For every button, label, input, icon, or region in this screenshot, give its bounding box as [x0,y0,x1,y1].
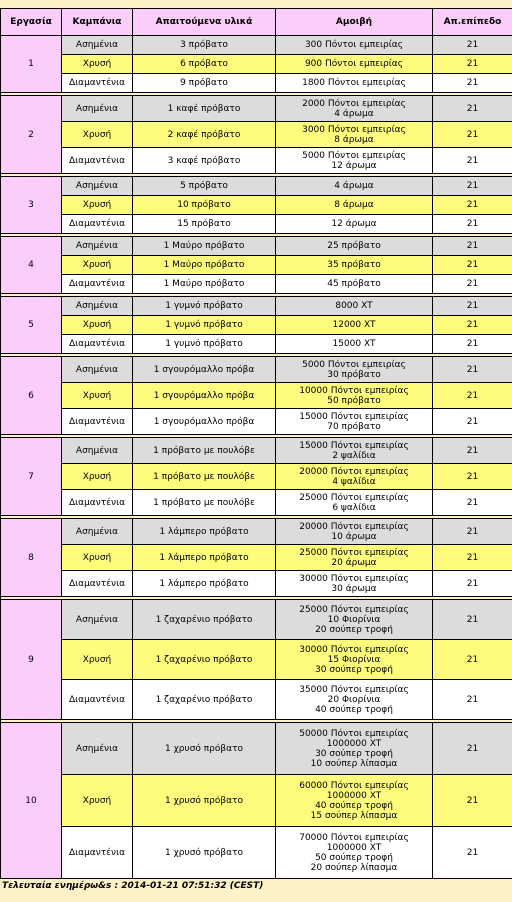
level-cell: 21 [433,96,512,122]
table-row [1,74,512,93]
table-row [1,55,512,74]
material-cell: 1 Μαύρο πρόβατο [133,275,276,294]
reward-cell [276,600,433,640]
campaign-cell: Χρυσή [62,464,133,490]
table-row [1,36,512,55]
reward-line: 10 άρωμα [331,531,377,542]
tasks-table [0,8,512,879]
reward-cell [276,148,433,174]
campaign-cell: Ασημένια [62,723,133,775]
reward-line: 12 άρωμα [331,219,377,229]
campaign-cell: Διαμαντένια [62,335,133,354]
table-row [1,177,512,196]
reward-line: 30 σούπερ τροφή [315,664,393,675]
reward-cell [276,55,433,74]
campaign-cell: Ασημένια [62,36,133,55]
reward-cell [276,256,433,275]
material-cell: 1 καφέ πρόβατο [133,96,276,122]
table-row [1,256,512,275]
reward-line: 4 ψαλίδια [332,476,376,487]
material-cell: 1 σγουρόμαλλο πρόβα [133,357,276,383]
table-row [1,96,512,122]
task-number: 5 [1,297,62,354]
reward-line: 70000 Πόντοι εμπειρίας [299,832,409,843]
reward-line: 8000 XT [335,301,373,311]
material-cell: 6 πρόβατο [133,55,276,74]
reward-line: 4 άρωμα [334,181,374,191]
task-number: 2 [1,96,62,174]
reward-line: 12 άρωμα [331,160,377,171]
material-cell: 1 πρόβατο με πουλόβε [133,464,276,490]
level-cell: 21 [433,409,512,435]
material-cell: 1 Μαύρο πρόβατο [133,256,276,275]
reward-cell [276,196,433,215]
level-cell: 21 [433,680,512,720]
reward-cell [276,275,433,294]
table-row [1,409,512,435]
reward-line: 50 σούπερ τροφή [315,852,393,863]
reward-line: 2000 Πόντοι εμπειρίας [302,98,406,109]
level-cell: 21 [433,775,512,827]
reward-line: 300 Πόντοι εμπειρίας [304,40,404,50]
task-number: 4 [1,237,62,294]
level-cell: 21 [433,464,512,490]
reward-cell [276,464,433,490]
material-cell: 1 Μαύρο πρόβατο [133,237,276,256]
reward-cell [276,316,433,335]
reward-line: 25000 Πόντοι εμπειρίας [299,547,409,558]
table-row [1,827,512,879]
reward-line: 40 σούπερ τροφή [315,704,393,715]
table-row [1,680,512,720]
material-cell: 1 χρυσό πρόβατο [133,827,276,879]
reward-line: 25000 Πόντοι εμπειρίας [299,604,409,615]
table-row [1,490,512,516]
table-row [1,640,512,680]
level-cell: 21 [433,177,512,196]
material-cell: 1 ζαχαρένιο πρόβατο [133,680,276,720]
campaign-cell: Ασημένια [62,177,133,196]
level-cell: 21 [433,36,512,55]
level-cell: 21 [433,827,512,879]
reward-cell [276,545,433,571]
material-cell: 1 ζαχαρένιο πρόβατο [133,600,276,640]
header-row [1,9,512,36]
table-row [1,519,512,545]
material-cell: 1 πρόβατο με πουλόβε [133,438,276,464]
reward-line: 5000 Πόντοι εμπειρίας [302,359,406,370]
material-cell: 2 καφέ πρόβατο [133,122,276,148]
level-cell: 21 [433,74,512,93]
level-cell: 21 [433,275,512,294]
reward-cell [276,409,433,435]
level-cell: 21 [433,438,512,464]
reward-line: 15000 Πόντοι εμπειρίας [299,440,409,451]
tasks-body [1,36,512,879]
table-row [1,464,512,490]
reward-line: 900 Πόντοι εμπειρίας [304,59,404,69]
reward-cell [276,96,433,122]
reward-line: 20000 Πόντοι εμπειρίας [299,466,409,477]
header-materials: Απαιτούμενα υλικά [133,9,276,36]
campaign-cell: Χρυσή [62,196,133,215]
reward-line: 30 άρωμα [331,583,377,594]
reward-line: 20 Φιορίνια [327,694,381,705]
campaign-cell: Χρυσή [62,640,133,680]
campaign-cell: Χρυσή [62,545,133,571]
reward-cell [276,680,433,720]
campaign-cell: Διαμαντένια [62,275,133,294]
campaign-cell: Χρυσή [62,775,133,827]
reward-line: 25 πρόβατο [327,241,381,251]
task-number: 10 [1,723,62,879]
reward-cell [276,571,433,597]
reward-cell [276,122,433,148]
reward-line: 45 πρόβατο [327,279,381,289]
reward-cell [276,335,433,354]
material-cell: 1 λάμπερο πρόβατο [133,545,276,571]
material-cell: 9 πρόβατο [133,74,276,93]
reward-line: 20 σούπερ λίπασμα [310,862,398,873]
table-row [1,297,512,316]
level-cell: 21 [433,196,512,215]
header-level: Απ.επίπεδο [433,9,512,36]
task-number: 7 [1,438,62,516]
reward-line: 20 άρωμα [331,557,377,568]
campaign-cell: Διαμαντένια [62,827,133,879]
reward-cell [276,519,433,545]
material-cell: 1 γυμνό πρόβατο [133,316,276,335]
reward-line: 10000 Πόντοι εμπειρίας [299,385,409,396]
campaign-cell: Ασημένια [62,600,133,640]
table-row [1,215,512,234]
table-row [1,237,512,256]
level-cell: 21 [433,215,512,234]
reward-cell [276,74,433,93]
reward-cell [276,237,433,256]
level-cell: 21 [433,723,512,775]
task-number: 3 [1,177,62,234]
material-cell: 1 ζαχαρένιο πρόβατο [133,640,276,680]
reward-line: 5000 Πόντοι εμπειρίας [302,150,406,161]
reward-line: 25000 Πόντοι εμπειρίας [299,492,409,503]
reward-cell [276,36,433,55]
reward-line: 15000 Πόντοι εμπειρίας [299,411,409,422]
campaign-cell: Χρυσή [62,256,133,275]
reward-line: 35000 Πόντοι εμπειρίας [299,684,409,695]
table-row [1,545,512,571]
header-reward: Αμοιβή [276,9,433,36]
reward-cell [276,640,433,680]
table-row [1,438,512,464]
reward-line: 1800 Πόντοι εμπειρίας [302,78,406,88]
reward-cell [276,177,433,196]
table-row [1,275,512,294]
table-row [1,316,512,335]
reward-cell [276,357,433,383]
campaign-cell: Διαμαντένια [62,215,133,234]
level-cell: 21 [433,316,512,335]
reward-line: 1000000 XT [326,842,382,853]
material-cell: 1 σγουρόμαλλο πρόβα [133,383,276,409]
task-number: 1 [1,36,62,93]
campaign-cell: Χρυσή [62,383,133,409]
material-cell: 1 λάμπερο πρόβατο [133,519,276,545]
reward-line: 3000 Πόντοι εμπειρίας [302,124,406,135]
material-cell: 10 πρόβατο [133,196,276,215]
level-cell: 21 [433,640,512,680]
material-cell: 3 πρόβατο [133,36,276,55]
campaign-cell: Ασημένια [62,519,133,545]
level-cell: 21 [433,122,512,148]
campaign-cell: Χρυσή [62,122,133,148]
table-row [1,357,512,383]
reward-cell [276,297,433,316]
header-campaign: Καμπάνια [62,9,133,36]
table-row [1,122,512,148]
level-cell: 21 [433,237,512,256]
level-cell: 21 [433,335,512,354]
task-number: 8 [1,519,62,597]
last-updated: Τελευταία ενημέρω&s : 2014-01-21 07:51:32 (CEST) [2,881,264,891]
reward-line: 50000 Πόντοι εμπειρίας [299,728,409,739]
table-row [1,723,512,775]
table-row [1,196,512,215]
level-cell: 21 [433,55,512,74]
reward-line: 70 πρόβατο [327,421,381,432]
campaign-cell: Ασημένια [62,297,133,316]
campaign-cell: Διαμαντένια [62,148,133,174]
reward-line: 1000000 XT [326,790,382,801]
level-cell: 21 [433,545,512,571]
campaign-cell: Ασημένια [62,96,133,122]
campaign-cell: Ασημένια [62,357,133,383]
reward-line: 20 σούπερ τροφή [315,624,393,635]
reward-line: 4 άρωμα [334,108,374,119]
material-cell: 1 γυμνό πρόβατο [133,297,276,316]
material-cell: 1 χρυσό πρόβατο [133,775,276,827]
level-cell: 21 [433,297,512,316]
reward-line: 8 άρωμα [334,200,374,210]
task-number: 6 [1,357,62,435]
level-cell: 21 [433,383,512,409]
task-number: 9 [1,600,62,720]
level-cell: 21 [433,256,512,275]
reward-line: 30 σούπερ τροφή [315,748,393,759]
reward-line: 50 πρόβατο [327,395,381,406]
header-task: Εργασία [1,9,62,36]
campaign-cell: Διαμαντένια [62,680,133,720]
reward-cell [276,775,433,827]
reward-line: 20000 Πόντοι εμπειρίας [299,521,409,532]
level-cell: 21 [433,357,512,383]
reward-line: 8 άρωμα [334,134,374,145]
reward-line: 40 σούπερ τροφή [315,800,393,811]
reward-line: 30000 Πόντοι εμπειρίας [299,573,409,584]
campaign-cell: Ασημένια [62,438,133,464]
material-cell: 15 πρόβατο [133,215,276,234]
reward-cell [276,723,433,775]
campaign-cell: Διαμαντένια [62,409,133,435]
reward-line: 15 Φιορίνια [327,654,381,665]
material-cell: 1 χρυσό πρόβατο [133,723,276,775]
table-row [1,383,512,409]
material-cell: 5 πρόβατο [133,177,276,196]
reward-line: 12000 XT [332,320,376,330]
reward-cell [276,383,433,409]
reward-line: 30000 Πόντοι εμπειρίας [299,644,409,655]
reward-line: 15 σούπερ λίπασμα [310,810,398,821]
reward-line: 15000 XT [332,339,376,349]
table-row [1,775,512,827]
material-cell: 1 λάμπερο πρόβατο [133,571,276,597]
reward-line: 60000 Πόντοι εμπειρίας [299,780,409,791]
reward-line: 2 ψαλίδια [332,450,376,461]
table-row [1,600,512,640]
campaign-cell: Διαμαντένια [62,490,133,516]
level-cell: 21 [433,148,512,174]
reward-line: 35 πρόβατο [327,260,381,270]
material-cell: 1 σγουρόμαλλο πρόβα [133,409,276,435]
material-cell: 1 πρόβατο με πουλόβε [133,490,276,516]
campaign-cell: Ασημένια [62,237,133,256]
reward-line: 10 σούπερ λίπασμα [310,758,398,769]
level-cell: 21 [433,519,512,545]
reward-line: 6 ψαλίδια [332,502,376,513]
material-cell: 3 καφέ πρόβατο [133,148,276,174]
level-cell: 21 [433,490,512,516]
reward-cell [276,215,433,234]
reward-cell [276,438,433,464]
reward-line: 30 πρόβατο [327,369,381,380]
level-cell: 21 [433,571,512,597]
level-cell: 21 [433,600,512,640]
campaign-cell: Χρυσή [62,316,133,335]
reward-line: 10 Φιορίνια [327,614,381,625]
campaign-cell: Χρυσή [62,55,133,74]
campaign-cell: Διαμαντένια [62,74,133,93]
campaign-cell: Διαμαντένια [62,571,133,597]
reward-cell [276,490,433,516]
reward-cell [276,827,433,879]
reward-line: 1000000 XT [326,738,382,749]
table-row [1,571,512,597]
material-cell: 1 γυμνό πρόβατο [133,335,276,354]
table-row [1,148,512,174]
table-row [1,335,512,354]
